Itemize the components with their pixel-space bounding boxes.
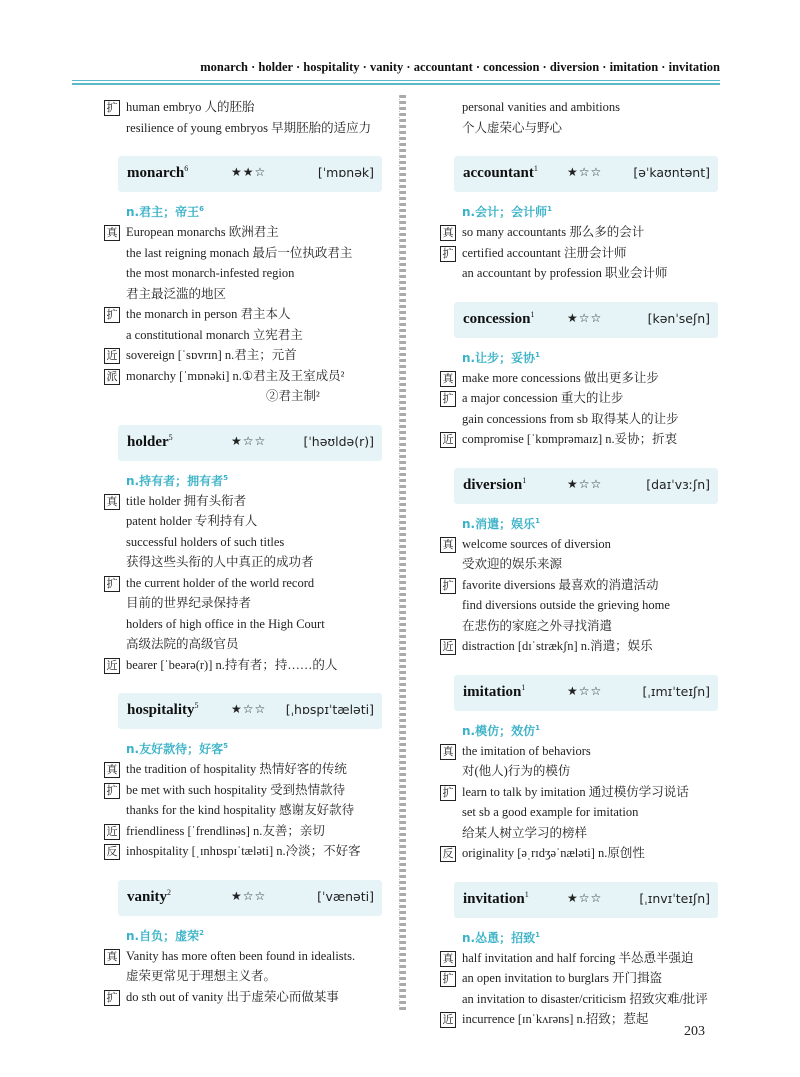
headword: monarch$^6$: [127, 164, 189, 181]
label-tag: 近: [104, 348, 120, 364]
headword-box-diversion: [454, 468, 718, 504]
phonetic: [ˈmɒnək]: [317, 165, 374, 180]
label-tag: 真: [104, 949, 120, 965]
entry-text: title holder 拥有头衔者: [126, 493, 247, 508]
entry-text: distraction [dɪˈstrækʃn] n.消遣；娱乐: [462, 639, 653, 653]
part-of-speech: n.怂恿；招致$^1$: [462, 930, 540, 945]
headword-box-imitation: [454, 675, 718, 711]
entry-line: [104, 946, 394, 967]
label-tag: 真: [104, 225, 120, 241]
label-tag: 近: [440, 432, 456, 448]
entry-line: [104, 552, 394, 573]
label-tag: 扩: [440, 246, 456, 262]
headword: concession$^1$: [463, 309, 535, 327]
phonetic: [daɪˈvɜːʃn]: [646, 476, 710, 492]
entry-text: be met with such hospitality 受到热情款待: [126, 782, 346, 797]
headword-box-holder: [118, 425, 382, 461]
entry-line: [440, 782, 730, 803]
star-rating: ★☆☆: [567, 890, 603, 905]
entry-line: [440, 595, 730, 616]
entry-line: [440, 554, 730, 575]
entry-line: [104, 345, 394, 366]
entry-text: 对(他人)行为的模仿: [462, 764, 571, 778]
headword: diversion$^1$: [463, 475, 527, 493]
entry-line: [104, 573, 394, 594]
label-tag: 扩: [104, 307, 120, 323]
header-rule: [72, 80, 720, 85]
entry-line: [104, 386, 394, 407]
label-tag: 扩: [104, 100, 120, 116]
entry-line: [104, 325, 394, 346]
label-tag: 真: [440, 951, 456, 967]
phonetic: [ˈhəʊldə(r)]: [303, 433, 374, 449]
entry-text: the most monarch-infested region: [126, 266, 295, 280]
phonetic: [əˈkaʊntənt]: [633, 165, 710, 180]
entry-text: 虚荣更常见于理想主义者。: [126, 969, 277, 983]
entry-text: an open invitation to burglars 开门揖盗: [462, 971, 663, 985]
entry-line: [440, 222, 730, 243]
entry-text: 给某人树立学习的榜样: [462, 825, 588, 840]
entry-text: gain concessions from sb 取得某人的让步: [462, 411, 679, 426]
headword: hospitality$^5$: [127, 701, 199, 718]
label-tag: 真: [440, 744, 456, 760]
entry-text: do sth out of vanity 出于虚荣心而做某事: [126, 989, 339, 1004]
part-of-speech: n.自负；虚荣$^2$: [126, 928, 204, 943]
part-of-speech: n.持有者；拥有者$^5$: [126, 473, 228, 488]
part-of-speech: n.会计；会计师$^1$: [462, 205, 552, 219]
page-number: 203: [684, 1024, 705, 1039]
phonetic: [ˈvænəti]: [317, 888, 374, 904]
entry-line: [440, 388, 730, 409]
entry-line: [440, 636, 730, 657]
entry-line: [440, 534, 730, 555]
entry-line: [440, 243, 730, 264]
phonetic: [ˌhɒspɪˈtæləti]: [285, 702, 374, 717]
entry-text: 个人虚荣心与野心: [462, 120, 563, 135]
label-tag: 扩: [440, 785, 456, 801]
headword-box-accountant: [454, 156, 718, 192]
entry-text: European monarchs 欧洲君主: [126, 225, 279, 239]
label-tag: 扩: [104, 576, 120, 592]
entry-text: make more concessions 做出更多让步: [462, 370, 659, 385]
entry-line: [104, 511, 394, 532]
label-tag: 扩: [440, 391, 456, 407]
entry-text: welcome sources of diversion: [462, 536, 611, 551]
entry-line: [104, 593, 394, 614]
star-rating: ★☆☆: [231, 888, 267, 903]
headword: invitation$^1$: [463, 889, 529, 907]
entry-line: [104, 841, 394, 862]
part-of-speech: n.友好款待；好客$^5$: [126, 742, 228, 756]
entry-line: [440, 823, 730, 844]
entry-text: certified accountant 注册会计师: [462, 245, 627, 260]
headword-box-vanity: [118, 880, 382, 916]
entry-line: [104, 532, 394, 553]
star-rating: ★☆☆: [567, 476, 603, 491]
label-tag: 真: [104, 762, 120, 778]
entry-line: [440, 118, 730, 139]
entry-text: bearer [ˈbeərə(r)] n.持有者；持……的人: [126, 657, 338, 672]
entry-line: [104, 821, 394, 842]
entry-text: 获得这些头衔的人中真正的成功者: [126, 555, 314, 569]
label-tag: 真: [440, 225, 456, 241]
label-tag: 扩: [104, 990, 120, 1006]
phonetic: [ˌɪnvɪˈteɪʃn]: [639, 890, 710, 906]
part-of-speech: n.模仿；效仿$^1$: [462, 723, 540, 738]
entry-text: the monarch in person 君主本人: [126, 307, 291, 321]
entry-text: the last reigning monach 最后一位执政君主: [126, 245, 353, 260]
entry-text: incurrence [ɪnˈkʌrəns] n.招致；惹起: [462, 1012, 649, 1026]
entry-line: [104, 491, 394, 512]
entry-line: [104, 634, 394, 655]
entry-line: [104, 800, 394, 821]
entry-text: successful holders of such titles: [126, 534, 285, 549]
label-tag: 反: [440, 846, 456, 862]
entry-text: a constitutional monarch 立宪君主: [126, 327, 303, 342]
entry-text: thanks for the kind hospitality 感谢友好款待: [126, 803, 355, 817]
label-tag: 近: [440, 639, 456, 655]
part-of-speech: n.君主；帝王$^6$: [126, 205, 204, 219]
entry-text: the current holder of the world record: [126, 575, 315, 590]
entry-text: an invitation to disaster/criticism 招致灾难/批评: [462, 991, 708, 1006]
column-divider: [399, 95, 406, 1010]
entry-line: [104, 780, 394, 801]
entry-text: ②君主制²: [266, 389, 320, 403]
label-tag: 扩: [104, 783, 120, 799]
entry-line: [104, 966, 394, 987]
entry-text: holders of high office in the High Court: [126, 616, 325, 631]
entry-text: find diversions outside the grieving home: [462, 598, 670, 612]
headword: imitation$^1$: [463, 682, 526, 700]
entry-text: 高级法院的高级官员: [126, 637, 239, 651]
entry-text: sovereign [ˈsɒvrɪn] n.君主；元首: [126, 348, 297, 362]
entry-line: [440, 802, 730, 823]
star-rating: ★☆☆: [567, 310, 603, 325]
entry-text: compromise [ˈkɒmprəmaɪz] n.妥协；折衷: [462, 432, 678, 446]
entry-text: the tradition of hospitality 热情好客的传统: [126, 762, 347, 776]
entry-text: so many accountants 那么多的会计: [462, 225, 645, 239]
entry-text: 目前的世界纪录保持者: [126, 596, 252, 610]
label-tag: 真: [440, 371, 456, 387]
left-column: [104, 97, 394, 1007]
entry-line: [440, 616, 730, 637]
label-tag: 派: [104, 369, 120, 385]
entry-line: [104, 366, 394, 387]
entry-line: [104, 284, 394, 305]
headword-box-hospitality: [118, 693, 382, 729]
entry-text: 受欢迎的娱乐来源: [462, 557, 563, 571]
headword: vanity$^2$: [127, 887, 172, 905]
headword-box-monarch: [118, 156, 382, 192]
entry-text: 君主最泛滥的地区: [126, 286, 227, 301]
phonetic: [kənˈseʃn]: [647, 310, 710, 326]
phonetic: [ˌɪmɪˈteɪʃn]: [642, 683, 710, 699]
entry-line: [440, 575, 730, 596]
entry-text: learn to talk by imitation 通过模仿学习说话: [462, 784, 689, 799]
entry-text: originality [əˌrɪdʒəˈnæləti] n.原创性: [462, 846, 645, 860]
entry-line: [440, 741, 730, 762]
entry-line: [104, 304, 394, 325]
entry-line: [440, 989, 730, 1010]
entry-text: favorite diversions 最喜欢的消遣活动: [462, 577, 659, 592]
entry-text: an accountant by profession 职业会计师: [462, 266, 668, 280]
entry-text: monarchy [ˈmɒnəki] n.①君主及王室成员²: [126, 368, 345, 383]
entry-line: [104, 118, 394, 139]
label-tag: 近: [440, 1012, 456, 1028]
entry-line: [104, 243, 394, 264]
star-rating: ★☆☆: [567, 683, 603, 698]
entry-text: set sb a good example for imitation: [462, 805, 639, 819]
headword-box-invitation: [454, 882, 718, 918]
entry-line: [440, 263, 730, 284]
running-header: monarch · holder · hospitality · vanity · accountant · concession · diversion · imitation · invitation: [200, 60, 720, 74]
right-column: [440, 97, 730, 1030]
entry-line: [440, 429, 730, 450]
label-tag: 近: [104, 658, 120, 674]
entry-line: [104, 614, 394, 635]
part-of-speech: n.消遣；娱乐$^1$: [462, 516, 540, 531]
entry-text: human embryo 人的胚胎: [126, 100, 255, 114]
star-rating: ★☆☆: [231, 702, 267, 716]
label-tag: 真: [440, 537, 456, 553]
entry-text: 在悲伤的家庭之外寻找消遣: [462, 618, 613, 633]
entry-line: [440, 948, 730, 969]
entry-line: [104, 97, 394, 118]
headword-box-concession: [454, 302, 718, 338]
entry-line: [440, 97, 730, 118]
label-tag: 近: [104, 824, 120, 840]
entry-line: [104, 222, 394, 243]
entry-text: half invitation and half forcing 半怂恿半强迫: [462, 950, 694, 965]
entry-line: [104, 759, 394, 780]
headword: holder$^5$: [127, 432, 173, 450]
entry-line: [104, 987, 394, 1008]
star-rating: ★☆☆: [231, 433, 267, 448]
entry-text: the imitation of behaviors: [462, 743, 591, 758]
entry-line: [440, 409, 730, 430]
entry-line: [440, 368, 730, 389]
label-tag: 扩: [440, 578, 456, 594]
entry-text: inhospitality [ˌɪnhɒspɪˈtæləti] n.冷淡；不好客: [126, 844, 361, 858]
entry-text: a major concession 重大的让步: [462, 391, 624, 405]
label-tag: 反: [104, 844, 120, 860]
entry-line: [440, 843, 730, 864]
star-rating: ★★☆: [231, 165, 267, 179]
label-tag: 扩: [440, 971, 456, 987]
entry-line: [440, 968, 730, 989]
part-of-speech: n.让步；妥协$^1$: [462, 350, 540, 365]
label-tag: 真: [104, 494, 120, 510]
star-rating: ★☆☆: [567, 165, 603, 179]
entry-text: personal vanities and ambitions: [462, 100, 620, 114]
entry-text: friendliness [ˈfrendlinəs] n.友善；亲切: [126, 823, 325, 838]
headword: accountant$^1$: [463, 164, 538, 181]
entry-text: patent holder 专利持有人: [126, 514, 258, 528]
entry-line: [104, 655, 394, 676]
entry-text: resilience of young embryos 早期胚胎的适应力: [126, 120, 372, 135]
entry-text: Vanity has more often been found in idealists.: [126, 948, 356, 963]
entry-line: [104, 263, 394, 284]
entry-line: [440, 761, 730, 782]
